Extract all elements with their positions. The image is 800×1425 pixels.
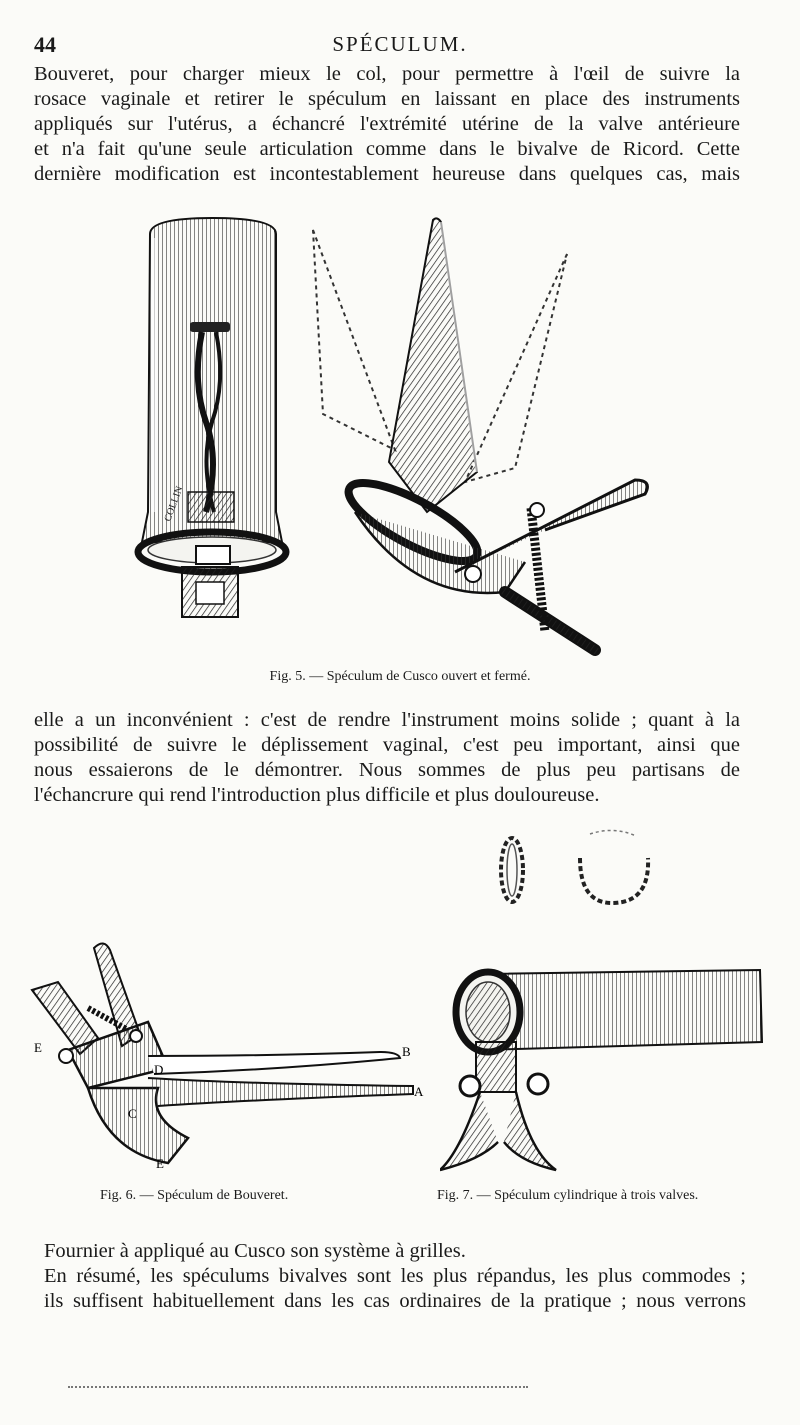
figure-6-bouveret-speculum-illustration	[28, 938, 428, 1178]
paragraph-2	[34, 708, 740, 808]
text-line: nous essaierons de le démontrer. Nous sommes de plus peu partisans de	[34, 759, 740, 781]
text-line: Fournier à appliqué au Cusco son système à grilles.	[44, 1240, 466, 1262]
figure-7-caption: Fig. 7. — Spéculum cylindrique à trois valves.	[437, 1188, 699, 1203]
page-number: 44	[34, 32, 56, 57]
text-line: appliqués sur l'utérus, a échancré l'extrémité utérine de la valve antérieure	[34, 113, 740, 135]
label-c: C	[128, 1106, 137, 1121]
label-b: B	[402, 1044, 411, 1059]
figure-5-closed-speculum-illustration	[130, 212, 295, 624]
figure-5-open-speculum-illustration	[305, 212, 655, 657]
page-header	[0, 28, 800, 58]
paragraph-1	[34, 62, 740, 187]
text-line: rosace vaginale et retirer le spéculum en laissant en place des instruments	[34, 88, 740, 110]
figure-7-cylindrical-speculum-illustration	[440, 962, 770, 1184]
text-line: dernière modification est incontestablement heureuse dans quelques cas, mais	[34, 163, 740, 185]
figure-7-rings-illustration	[490, 828, 665, 913]
text-line: l'échancrure qui rend l'introduction plus difficile et plus douloureuse.	[34, 784, 600, 806]
text-line: et n'a fait qu'une seule articulation comme dans le bivalve de Ricord. Cette	[34, 138, 740, 160]
paragraph-3	[44, 1239, 746, 1314]
running-title: SPÉCULUM.	[332, 32, 468, 56]
figure-6-caption: Fig. 6. — Spéculum de Bouveret.	[100, 1188, 289, 1203]
label-a: A	[414, 1084, 424, 1099]
text-line: Bouveret, pour charger mieux le col, pour permettre à l'œil de suivre la	[34, 63, 740, 85]
text-line: possibilité de suivre le déplissement vaginal, c'est peu important, ainsi que	[34, 734, 740, 756]
text-line: En résumé, les spéculums bivalves sont les plus répandus, les plus commodes ;	[44, 1265, 746, 1287]
text-line: ils suffisent habituellement dans les cas ordinaires de la pratique ; nous verrons	[44, 1290, 746, 1312]
figure-5-caption: Fig. 5. — Spéculum de Cusco ouvert et fermé.	[269, 669, 531, 684]
text-line: elle a un inconvénient : c'est de rendre l'instrument moins solide ; quant à la	[34, 709, 740, 731]
maker-engraving: COLLIN	[162, 484, 186, 524]
footer-dotted-rule	[68, 1386, 528, 1388]
label-e-lower: E	[156, 1156, 164, 1171]
label-d: D	[154, 1062, 164, 1077]
label-e-upper: E	[34, 1040, 42, 1055]
